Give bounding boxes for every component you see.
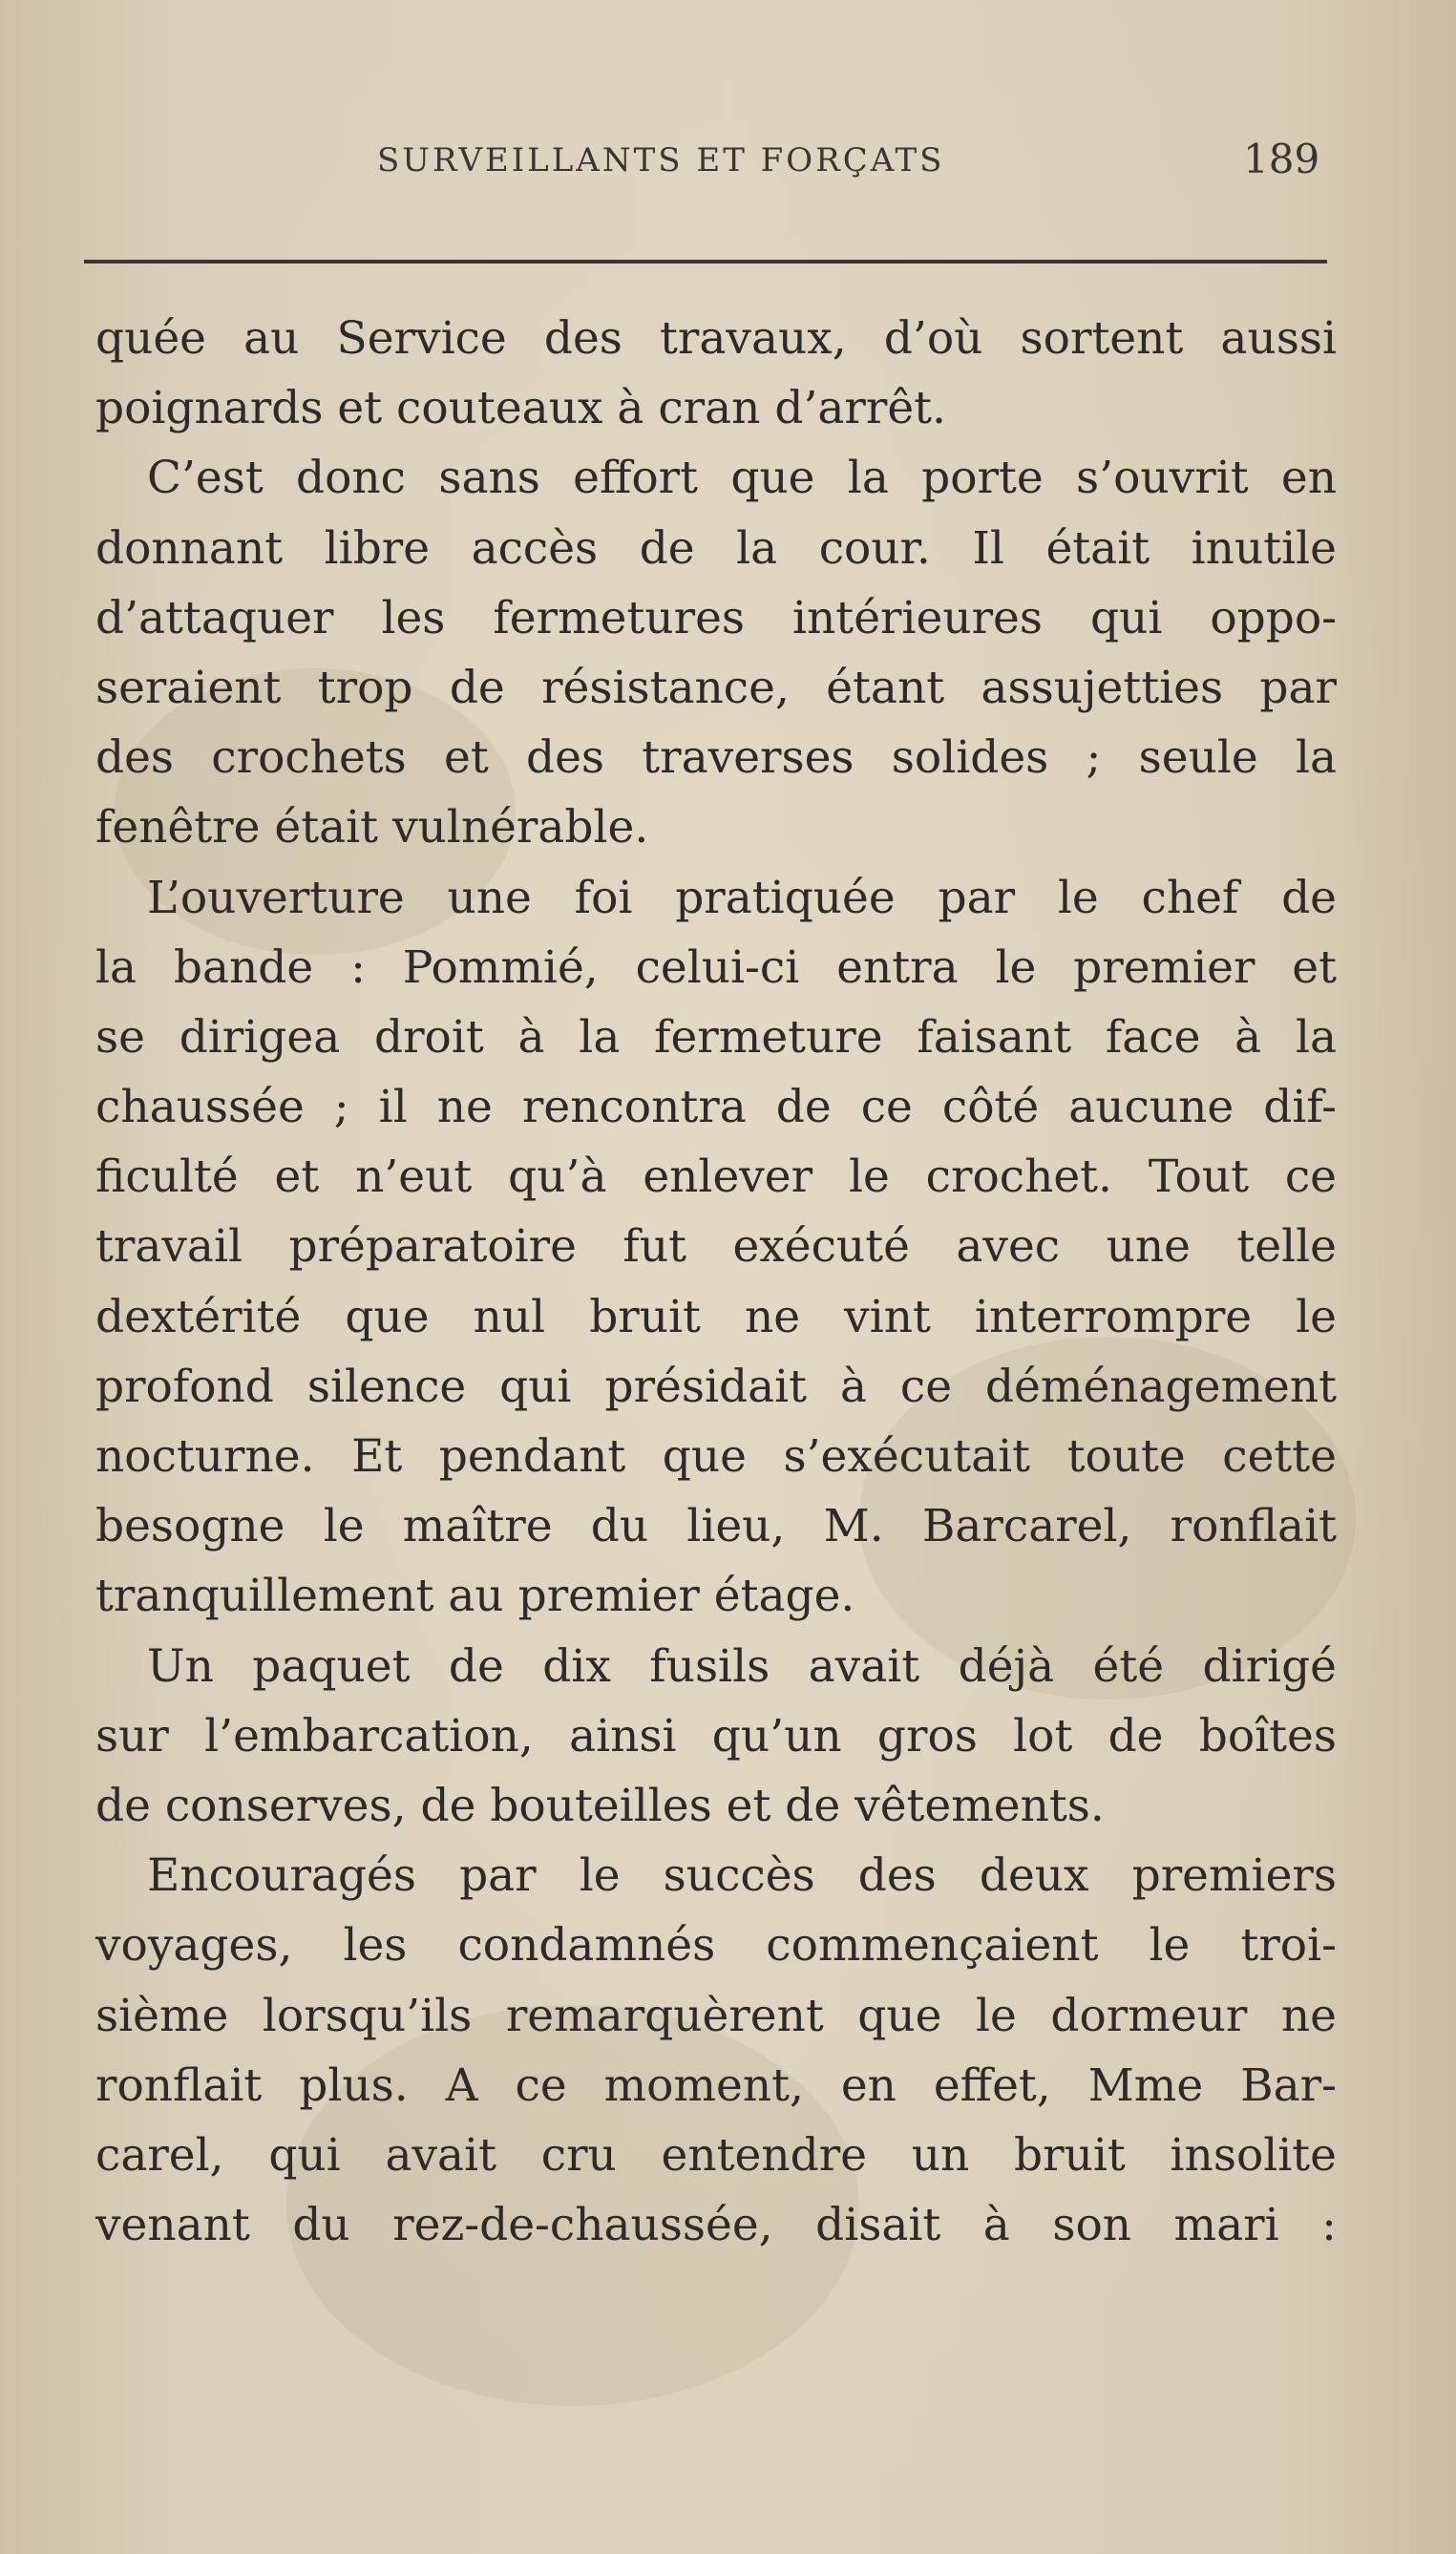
page-number: 189 xyxy=(1243,136,1320,182)
text-line: quée au Service des travaux, d’où sortent aussi xyxy=(95,312,1337,365)
text-line: profond silence qui présidait à ce déménagement xyxy=(95,1360,1337,1413)
text-line: donnant libre accès de la cour. Il était inutile xyxy=(95,521,1337,575)
text-line: tranquillement au premier étage. xyxy=(95,1570,855,1623)
text-line: sième lorsqu’ils remarquèrent que le dormeur ne xyxy=(95,1989,1337,2042)
text-line: seraient trop de résistance, étant assujetties par xyxy=(95,661,1337,714)
text-line: besogne le maître du lieu, M. Barcarel, ronflait xyxy=(95,1500,1337,1553)
header-rule xyxy=(84,260,1327,264)
text-line: C’est donc sans effort que la porte s’ouvrit en xyxy=(147,452,1337,505)
text-line: se dirigea droit à la fermeture faisant face à la xyxy=(95,1010,1337,1064)
text-line: fenêtre était vulnérable. xyxy=(95,801,649,855)
text-line: des crochets et des traverses solides ; seule la xyxy=(95,731,1337,785)
text-line: voyages, les condamnés commençaient le troi- xyxy=(95,1919,1337,1973)
running-title: SURVEILLANTS ET FORÇATS xyxy=(377,141,945,179)
body-text xyxy=(95,304,1337,2260)
text-line: sur l’embarcation, ainsi qu’un gros lot de boîtes xyxy=(95,1709,1337,1762)
text-line: L’ouverture une foi pratiquée par le chef de xyxy=(147,871,1337,924)
text-line: carel, qui avait cru entendre un bruit insolite xyxy=(95,2128,1337,2182)
text-line: ficulté et n’eut qu’à enlever le crochet. Tout ce xyxy=(95,1150,1337,1204)
text-line: venant du rez-de-chaussée, disait à son mari : xyxy=(95,2199,1337,2252)
text-line: poignards et couteaux à cran d’arrêt. xyxy=(95,382,946,435)
text-line: chaussée ; il ne rencontra de ce côté aucune dif- xyxy=(95,1081,1337,1134)
text-line: nocturne. Et pendant que s’exécutait toute cette xyxy=(95,1430,1337,1483)
text-line: dextérité que nul bruit ne vint interrompre le xyxy=(95,1290,1337,1343)
text-line: ronflait plus. A ce moment, en effet, Mme Bar- xyxy=(95,2058,1337,2112)
text-line: Un paquet de dix fusils avait déjà été dirigé xyxy=(147,1639,1337,1693)
text-line: d’attaquer les fermetures intérieures qui oppo- xyxy=(95,591,1337,644)
text-line: Encouragés par le succès des deux premiers xyxy=(147,1849,1337,1903)
text-line: travail préparatoire fut exécuté avec une telle xyxy=(95,1220,1337,1274)
text-line: de conserves, de bouteilles et de vêtements. xyxy=(95,1779,1105,1832)
text-line: la bande : Pommié, celui-ci entra le premier et xyxy=(95,940,1337,994)
running-head xyxy=(377,136,1332,193)
